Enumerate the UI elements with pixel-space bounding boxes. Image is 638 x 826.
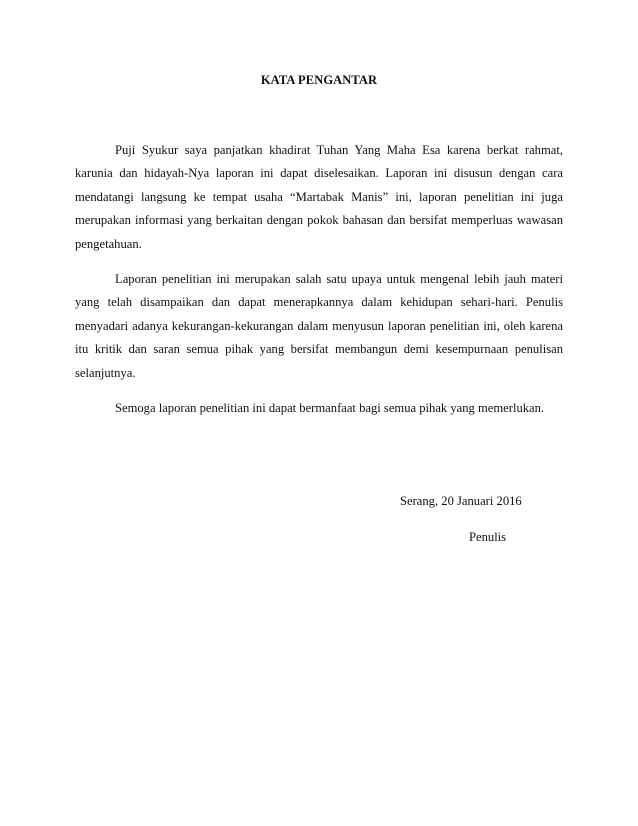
document-body <box>75 139 563 420</box>
paragraph-1: Puji Syukur saya panjatkan khadirat Tuhan Yang Maha Esa karena berkat rahmat, karunia dan hidayah-Nya laporan ini dapat diselesaikan. Laporan ini disusun dengan cara mendatangi langsung ke tempat usaha “Martabak Manis” ini, laporan penelitian ini juga merupakan informasi yang berkaitan dengan pokok bahasan dan bersifat memperluas wawasan pengetahuan. <box>75 143 563 251</box>
page-title: KATA PENGANTAR <box>260 73 378 87</box>
place-date: Serang, 20 Januari 2016 <box>400 494 522 508</box>
author-signature: Penulis <box>469 530 507 544</box>
paragraph-3: Semoga laporan penelitian ini dapat bermanfaat bagi semua pihak yang memerlukan. <box>115 401 545 416</box>
paragraph-2: Laporan penelitian ini merupakan salah satu upaya untuk mengenal lebih jauh materi yang telah disampaikan dan dapat menerapkannya dalam kehidupan sehari-hari. Penulis menyadari adanya kekurangan-kekurangan dalam menyusun laporan penelitian ini, oleh karena itu kritik dan saran semua pihak yang bersifat membangun demi kesempurnaan penulisan selanjutnya. <box>75 272 563 380</box>
